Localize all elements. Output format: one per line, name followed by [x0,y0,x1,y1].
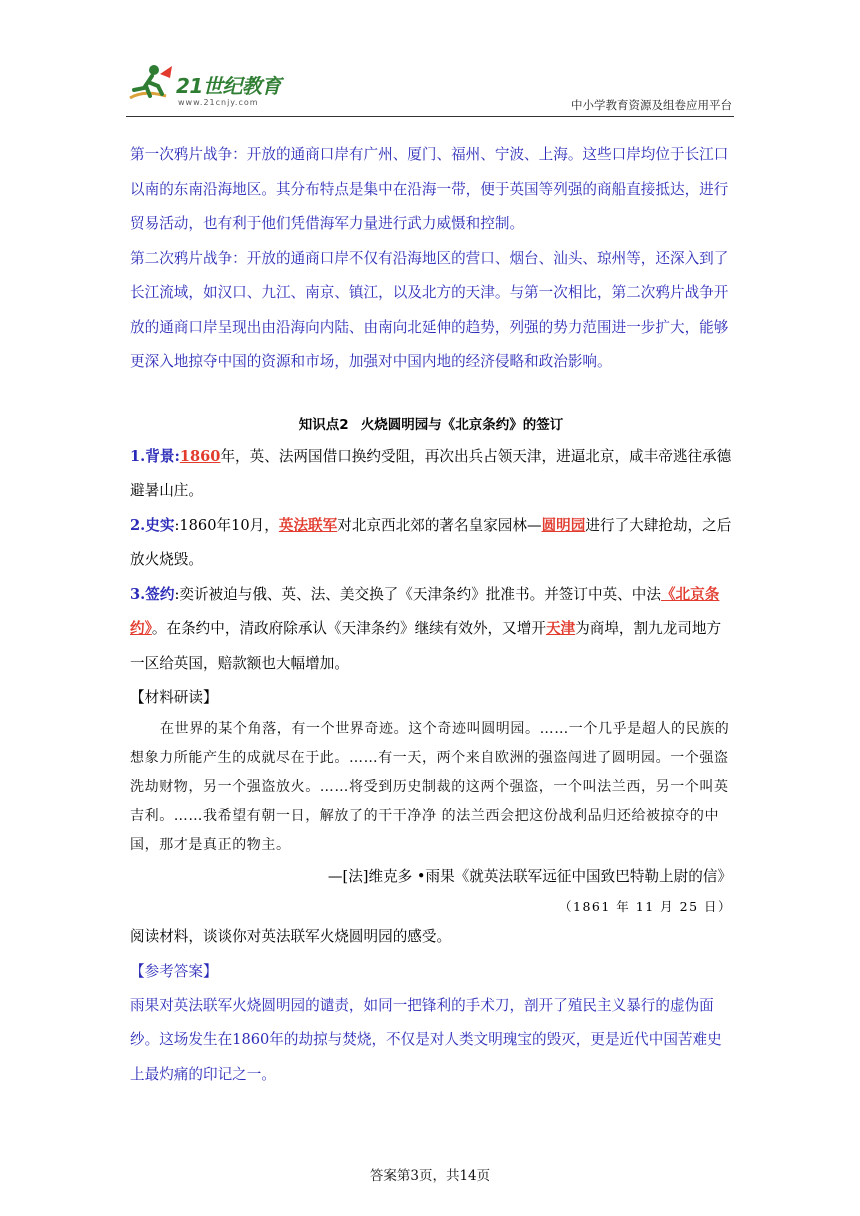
logo-text: 21世纪教育 [176,74,281,98]
intro-paragraph-1: 第一次鸦片战争：开放的通商口岸有广州、厦门、福州、宁波、上海。这些口岸均位于长江口以南的东南沿海地区。其分布特点是集中在沿海一带，便于英国等列强的商船直接抵达，进行贸易活动，也有利于他们凭借海军力量进行武力威慑和控制。 [130,146,729,232]
section-number: 知识点2 [298,416,349,433]
tianjin-highlight: 天津 [545,620,576,637]
point-background [130,440,732,509]
point-facts [130,509,732,578]
treaty-text-1: :奕䜣被迫与俄、英、法、美交换了《天津条约》批准书。并签订中英、中法 [174,585,661,603]
answer-label: 【参考答案】 [130,962,218,980]
material-label: 【材料研读】 [130,689,218,706]
facts-text-2: 对北京西北郊的著名皇家园林— [337,516,542,534]
treaty-label: 3.签约 [130,585,175,603]
answer-text: 雨果对英法联军火烧圆明园的谴责，如同一把锋利的手术刀，剖开了殖民主义暴行的虚伪面纱。这场发生在1860年的劫掠与焚烧，不仅是对人类文明瑰宝的毁灭，更是近代中国苦难史上最灼痛的印记之一。 [130,996,722,1083]
intro-paragraph-2: 第二次鸦片战争：开放的通商口岸不仅有沿海地区的营口、烟台、汕头、琼州等，还深入到了长江流域，如汉口、九江、南京、镇江，以及北方的天津。与第一次相比，第二次鸦片战争开放的通商口岸呈现出由沿海向内陆、由南向北延伸的趋势，列强的势力范围进一步扩大，能够更深入地掠夺中国的资源和市场，加强对中国内地的经济侵略和政治影响。 [130,249,729,370]
section-title: 火烧圆明园与《北京条约》的签订 [360,416,564,433]
point-treaty [130,578,732,682]
facts-text-1: :1860年10月， [174,516,279,534]
background-text: 年，英、法两国借口换约受阻，再次出兵占领天津，进逼北京，咸丰帝逃往承德避暑山庄。 [130,447,732,499]
section-heading [130,410,732,440]
page-footer: 答案第3页，共14页 [369,1168,491,1184]
facts-label: 2.史实 [130,516,175,534]
header-divider [126,116,734,117]
background-colon: : [174,447,180,465]
page-content [130,138,732,1092]
header-tagline: 中小学教育资源及组卷应用平台 [571,98,732,112]
allied-forces-highlight: 英法联军 [278,516,338,534]
logo-url: www.21cnjy.com [178,98,259,107]
quote-date: （1861 年 11 月 25 日） [559,899,732,914]
page-header [126,62,736,118]
year-highlight: 1860 [179,447,221,465]
treaty-text-2: 。在条约中，清政府除承认《天津条约》继续有效外，又增开 [151,620,546,637]
facts-text-3: 进行了大肆抢劫，之后放火烧毁。 [130,516,732,568]
quote-attribution: —[法]维克多 •雨果《就英法联军远征中国致巴特勒上尉的信》 [327,868,732,885]
yuanmingyuan-highlight: 圆明园 [541,516,586,534]
material-quote: 在世界的某个角落，有一个世界奇迹。这个奇迹叫圆明园。……一个几乎是超人的民族的想象力所能产生的成就尽在于此。……有一天，两个来自欧洲的强盗闯进了圆明园。一个强盗洗劫财物，另一个强盗放火。……将受到历史制裁的这两个强盗，一个叫法兰西，另一个叫英吉利。……我希望有朝一日，解放了的干干净净 的法兰西会把这份战利品归还给被掠夺的中国，那才是真正的物主。 [130,721,730,853]
material-question: 阅读材料，谈谈你对英法联军火烧圆明园的感受。 [130,928,452,945]
treaty-text-3: 为商埠，割九龙司地方一区给英国，赔款额也大幅增加。 [130,620,722,672]
runner-icon [126,62,178,106]
site-logo [126,62,296,114]
background-label: 1.背景 [130,447,175,465]
beijing-treaty-highlight: 《北京条约》 [130,585,720,637]
